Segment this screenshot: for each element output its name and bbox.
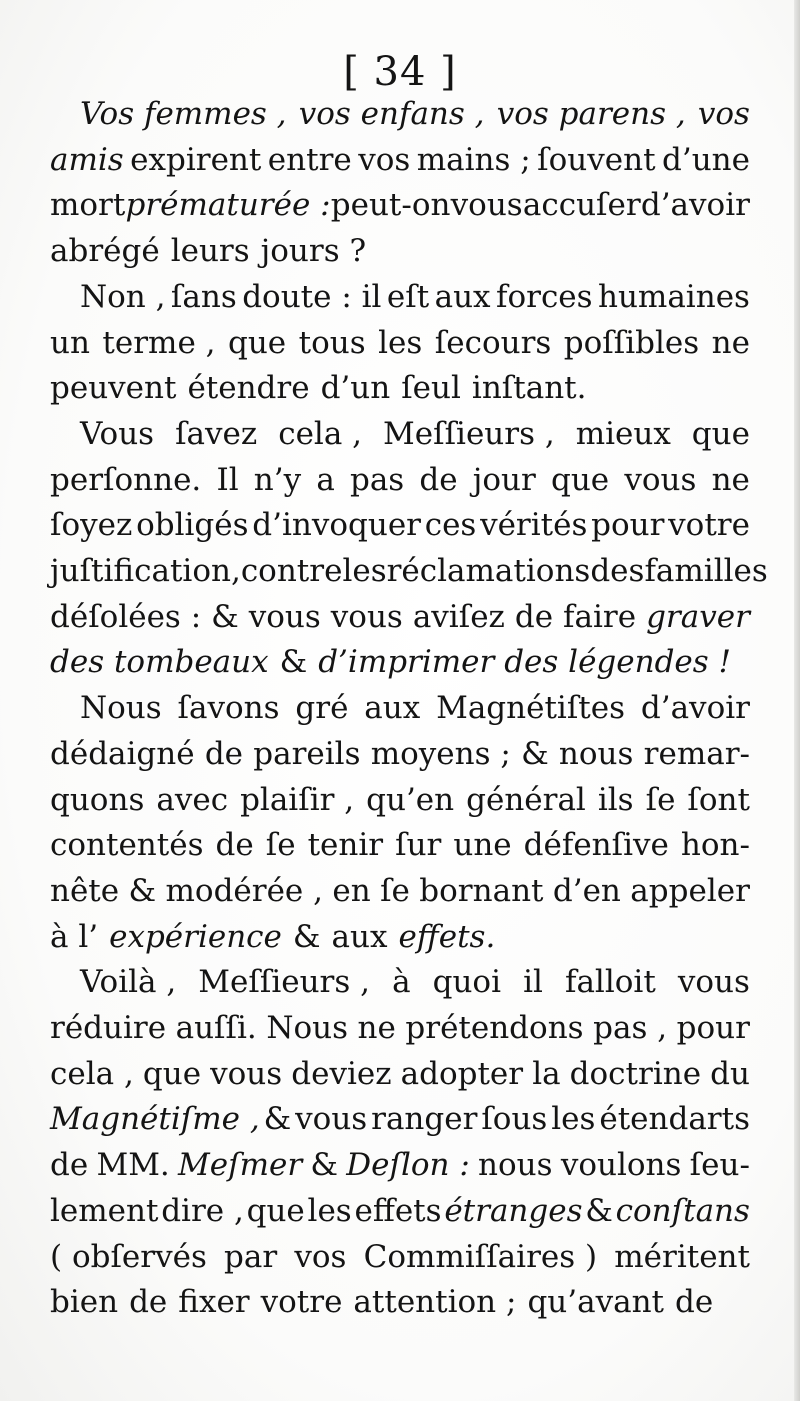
text-line (50, 549, 768, 595)
word: entre (267, 141, 352, 178)
text-line (50, 732, 750, 778)
word: à l’ (50, 918, 99, 955)
word: adopter (400, 1055, 524, 1092)
word: ſavez (175, 415, 258, 452)
word: méritent (614, 1238, 750, 1275)
italic-word: expérience (109, 918, 282, 955)
text-line (50, 640, 750, 686)
word: vous (210, 1055, 283, 1092)
word: moyens ; (370, 735, 511, 772)
word: étendarts (599, 1101, 750, 1138)
word: les (378, 324, 423, 361)
word: ne (711, 324, 750, 361)
word: tous (298, 324, 366, 361)
word: humaines (598, 278, 750, 315)
text-line (50, 1006, 750, 1052)
word: mort (50, 187, 126, 224)
word: ils (597, 781, 634, 818)
word: aux (434, 278, 491, 315)
text-line (50, 138, 750, 184)
word: vous (450, 187, 523, 224)
word: aviſez (412, 598, 505, 635)
word: inſtant. (471, 370, 587, 407)
text-line (50, 1235, 750, 1281)
word: fixer (178, 1284, 250, 1321)
page-edge-shadow (794, 0, 800, 1401)
word: accuſer (522, 187, 641, 224)
word: ſoyez (50, 507, 133, 544)
text-line (50, 1189, 750, 1235)
word: dire , (161, 1192, 244, 1229)
word: du (710, 1055, 750, 1092)
word: que (551, 461, 610, 498)
text-line (50, 92, 750, 138)
word: & (292, 918, 321, 955)
word: il (523, 964, 543, 1001)
word: poſſibles (563, 324, 700, 361)
word: défenſive (523, 827, 669, 864)
text-line (50, 595, 750, 641)
page-body-text (50, 92, 768, 1326)
word: eſt (386, 278, 430, 315)
word: qu’avant (527, 1284, 665, 1321)
text-line (50, 1280, 750, 1326)
word: peuvent (50, 370, 177, 407)
word: de (419, 461, 458, 498)
word: plaiſir , (240, 781, 355, 818)
word: réclamations (386, 553, 591, 590)
word: nous (478, 1147, 553, 1184)
italic-word: étranges (444, 1192, 583, 1229)
word: Meſſieurs , (383, 415, 555, 452)
word: cela , (50, 1055, 134, 1092)
italic-word: conſtans (615, 1192, 750, 1229)
word: & (263, 1101, 292, 1138)
word: ſe (265, 827, 296, 864)
italic-word: Meſmer (178, 1147, 303, 1184)
word: cela , (278, 415, 363, 452)
text-line (50, 960, 750, 1006)
word: Voilà , (80, 964, 177, 1001)
text-line (50, 321, 750, 367)
word: qu’en (366, 781, 455, 818)
word: ranger (371, 1101, 478, 1138)
word: Meſſieurs , (198, 964, 370, 1001)
word: aux (364, 690, 421, 727)
word: ſeul (401, 370, 461, 407)
word: pareils (253, 735, 361, 772)
word: d’invoquer (252, 507, 421, 544)
word: faire (563, 598, 637, 635)
word: vérités (480, 507, 588, 544)
text-line (50, 686, 750, 732)
word: que (691, 415, 750, 452)
text-line (50, 503, 750, 549)
word: ſous (481, 1101, 548, 1138)
word: Non , (80, 278, 166, 315)
word: juſtification, (50, 553, 241, 590)
word: ſe (380, 872, 410, 909)
word: réduire (50, 1010, 167, 1047)
word: ſeu- (689, 1147, 750, 1184)
word: à (392, 964, 411, 1001)
italic-word: amis (50, 141, 124, 178)
word: leurs (170, 233, 250, 270)
word: vos (294, 1238, 347, 1275)
word: quons (50, 781, 145, 818)
word: ( obſervés (50, 1238, 207, 1275)
italic-word: d’imprimer des légendes ! (318, 644, 731, 681)
word: ſur (395, 827, 442, 864)
italic-word: vos enfans , (298, 96, 485, 132)
word: votre (668, 507, 750, 544)
text-line (50, 275, 750, 321)
word: ſans (170, 278, 237, 315)
word: d’avoir (640, 187, 750, 224)
word: de (215, 827, 254, 864)
word: perſonne. (50, 461, 202, 498)
word: pas , (593, 1010, 668, 1047)
word: dédaigné (50, 735, 195, 772)
word: doctrine (569, 1055, 702, 1092)
text-line (50, 183, 750, 229)
italic-word: vos parens , (496, 96, 686, 132)
word: pour (591, 507, 665, 544)
word: voulons (560, 1147, 682, 1184)
word: vous (624, 461, 697, 498)
word: ces (424, 507, 477, 544)
word: ſouvent (537, 141, 656, 178)
word: modérée , (165, 872, 323, 909)
word: pas (349, 461, 405, 498)
word: ſavons (177, 690, 280, 727)
word: pour (676, 1010, 750, 1047)
italic-word: effets. (398, 918, 496, 955)
word: d’un (320, 370, 391, 407)
word: tenir (307, 827, 384, 864)
text-line (50, 229, 750, 275)
text-line (50, 458, 750, 504)
word: effets (354, 1192, 442, 1229)
word: une (453, 827, 512, 864)
word: & (211, 598, 239, 635)
word: que (227, 324, 287, 361)
text-line (50, 1052, 750, 1098)
word: les (307, 1192, 352, 1229)
word: ſecours (434, 324, 552, 361)
word: que (142, 1055, 202, 1092)
word: avec (156, 781, 229, 818)
word: Commiſſaires ) (363, 1238, 598, 1275)
word: étendre (187, 370, 310, 407)
word: & (585, 1192, 613, 1229)
word: la (532, 1055, 561, 1092)
word: de (204, 735, 244, 772)
word: mains ; (416, 141, 531, 178)
word: & (310, 1147, 339, 1184)
word: de (514, 598, 554, 635)
word: les (342, 553, 387, 590)
word: hon- (680, 827, 750, 864)
word: abrégé (50, 233, 160, 270)
word: lement (50, 1192, 159, 1229)
word: ne (711, 461, 750, 498)
word: contre (240, 553, 343, 590)
word: n’y (253, 461, 302, 498)
text-line (50, 778, 750, 824)
word: bornant (419, 872, 544, 909)
word: Vous (80, 415, 155, 452)
text-line (50, 1143, 750, 1189)
word: de (675, 1284, 714, 1321)
word: que (246, 1192, 305, 1229)
word: appeler (630, 872, 750, 909)
italic-word: des tombeaux (50, 644, 269, 681)
text-line (50, 1097, 750, 1143)
word: Nous (266, 1010, 348, 1047)
word: par (224, 1238, 278, 1275)
word: a (316, 461, 335, 498)
word: familles (644, 553, 768, 590)
word: d’avoir (640, 690, 750, 727)
word: doute : il (242, 278, 382, 315)
word: les (551, 1101, 596, 1138)
text-line (50, 366, 750, 412)
word: auſſi. (175, 1010, 257, 1047)
word: un (50, 324, 90, 361)
italic-word: Vos femmes , (80, 96, 287, 132)
word: bien (50, 1284, 119, 1321)
text-line (50, 823, 750, 869)
italic-word: prématurée : (125, 187, 331, 224)
word: Il (216, 461, 239, 498)
word: d’une (662, 141, 750, 178)
word: quoi (432, 964, 501, 1001)
word: contentés (50, 827, 204, 864)
italic-word: Deſlon : (346, 1147, 470, 1184)
word: nête (50, 872, 120, 909)
text-line (50, 869, 750, 915)
word: gré (295, 690, 349, 727)
word: en (332, 872, 371, 909)
word: MM. (96, 1147, 170, 1184)
word: peut-on (330, 187, 451, 224)
italic-word: Magnétiſme , (50, 1101, 260, 1138)
word: & (279, 644, 308, 681)
word: votre (260, 1284, 343, 1321)
word: terme , (102, 324, 216, 361)
italic-word: vos (697, 96, 750, 132)
word: vous (295, 1101, 368, 1138)
word: nous (558, 735, 634, 772)
word: falloit (564, 964, 656, 1001)
word: prétendons (405, 1010, 584, 1047)
word: & (521, 735, 549, 772)
text-line (50, 412, 750, 458)
word: de (50, 1147, 89, 1184)
word: jour (472, 461, 536, 498)
word: attention ; (353, 1284, 517, 1321)
word: vous (248, 598, 321, 635)
word: obligés (136, 507, 249, 544)
word: jours ? (260, 233, 367, 270)
word: vous (330, 598, 403, 635)
word: vos (358, 141, 411, 178)
word: ſont (687, 781, 750, 818)
word: d’en (552, 872, 621, 909)
word: général (466, 781, 586, 818)
word: forces (495, 278, 593, 315)
word: ne (357, 1010, 396, 1047)
word: mieux (575, 415, 671, 452)
italic-word: graver (646, 598, 750, 635)
word: vous (677, 964, 750, 1001)
word: Nous (80, 690, 162, 727)
word: & (128, 872, 157, 909)
word: Magnétiſtes (436, 690, 626, 727)
word: de (129, 1284, 168, 1321)
text-line (50, 915, 750, 961)
word: deviez (291, 1055, 392, 1092)
word: des (590, 553, 645, 590)
word: aux (331, 918, 388, 955)
word: remar- (643, 735, 750, 772)
word: expirent (130, 141, 262, 178)
word: ſe (645, 781, 676, 818)
page-number: [ 34 ] (343, 49, 457, 95)
word: déſolées : (50, 598, 202, 635)
